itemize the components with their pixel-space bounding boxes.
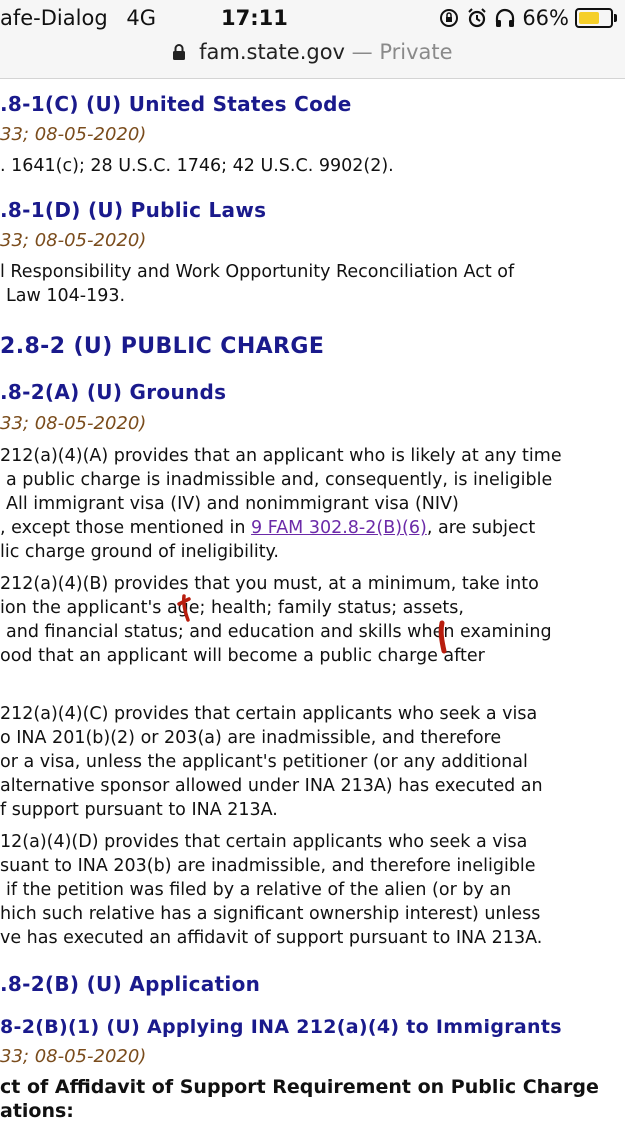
text-line: lic charge ground of ineligibility. <box>0 542 279 562</box>
network-type: 4G <box>126 6 156 30</box>
text-line: ion the applicant's age; health; family status; assets, <box>0 598 464 618</box>
text-line: o INA 201(b)(2) or 203(a) are inadmissible, and therefore <box>0 728 502 748</box>
text-line: ood that an applicant will become a public charge after <box>0 646 485 666</box>
text-line: and financial status; and education and skills when examining <box>6 622 552 642</box>
text-fragment: , except those mentioned in <box>0 518 252 538</box>
battery-percent: 66% <box>522 6 569 30</box>
text-line: if the petition was filed by a relative of the alien (or by an <box>6 880 512 900</box>
subsection-heading-applying-ina: 8-2(B)(1) (U) Applying INA 212(a)(4) to Immigrants <box>0 1016 562 1038</box>
section-date: 33; 08-05-2020) <box>0 413 147 434</box>
red-annotation-mark <box>174 590 194 624</box>
text-line: suant to INA 203(b) are inadmissible, and therefore ineligible <box>0 856 536 876</box>
rotation-lock-icon <box>438 7 460 29</box>
text-line: alternative sponsor allowed under INA 213A) has executed an <box>0 776 543 796</box>
url-domain: fam.state.gov <box>199 40 345 64</box>
url-separator: — <box>351 40 373 64</box>
text-line: Law 104-193. <box>6 286 126 306</box>
text-line: f support pursuant to INA 213A. <box>0 800 278 820</box>
lock-icon <box>172 43 186 61</box>
text-line: a public charge is inadmissible and, consequently, is ineligible <box>6 470 553 490</box>
battery-icon <box>575 8 613 28</box>
alarm-icon <box>466 7 488 29</box>
subheading-continued: ations: <box>0 1100 74 1122</box>
carrier-name: afe-Dialog <box>0 6 108 30</box>
section-heading-united-states-code: .8-1(C) (U) United States Code <box>0 92 352 116</box>
section-heading-application: .8-2(B) (U) Application <box>0 972 261 996</box>
chapter-heading-public-charge: 2.8-2 (U) PUBLIC CHARGE <box>0 334 325 359</box>
text-line: 12(a)(4)(D) provides that certain applicants who seek a visa <box>0 832 528 852</box>
subheading-affidavit-of-support: ct of Affidavit of Support Requirement on Public Charge <box>0 1076 599 1098</box>
text-line: All immigrant visa (IV) and nonimmigrant visa (NIV) <box>6 494 459 514</box>
section-heading-public-laws: .8-1(D) (U) Public Laws <box>0 198 267 222</box>
text-line: or a visa, unless the applicant's petitioner (or any additional <box>0 752 528 772</box>
status-bar <box>0 0 625 79</box>
section-date: 33; 08-05-2020) <box>0 124 147 145</box>
section-date: 33; 08-05-2020) <box>0 1046 147 1067</box>
status-icons <box>438 6 613 30</box>
text-line: 212(a)(4)(C) provides that certain applicants who seek a visa <box>0 704 538 724</box>
text-line: ve has executed an affidavit of support pursuant to INA 213A. <box>0 928 543 948</box>
page-content <box>0 78 625 1122</box>
text-line: l Responsibility and Work Opportunity Reconciliation Act of <box>0 262 515 282</box>
link-9-fam-302-8-2-b-6[interactable]: 9 FAM 302.8-2(B)(6) <box>251 518 427 538</box>
url-bar[interactable] <box>0 40 625 64</box>
text-line: 212(a)(4)(B) provides that you must, at a minimum, take into <box>0 574 539 594</box>
private-mode-label: Private <box>379 40 453 64</box>
clock: 17:11 <box>221 6 288 30</box>
text-line-with-link <box>0 516 535 541</box>
section-date: 33; 08-05-2020) <box>0 230 147 251</box>
text-line: 212(a)(4)(A) provides that an applicant who is likely at any time <box>0 446 562 466</box>
text-line: hich such relative has a significant ownership interest) unless <box>0 904 541 924</box>
headphones-icon <box>494 7 516 29</box>
text-fragment: , are subject <box>426 518 536 538</box>
carrier-network <box>0 6 156 30</box>
red-annotation-mark <box>436 620 452 654</box>
section-text: . 1641(c); 28 U.S.C. 1746; 42 U.S.C. 9902(2). <box>0 156 394 176</box>
section-heading-grounds: .8-2(A) (U) Grounds <box>0 380 227 404</box>
